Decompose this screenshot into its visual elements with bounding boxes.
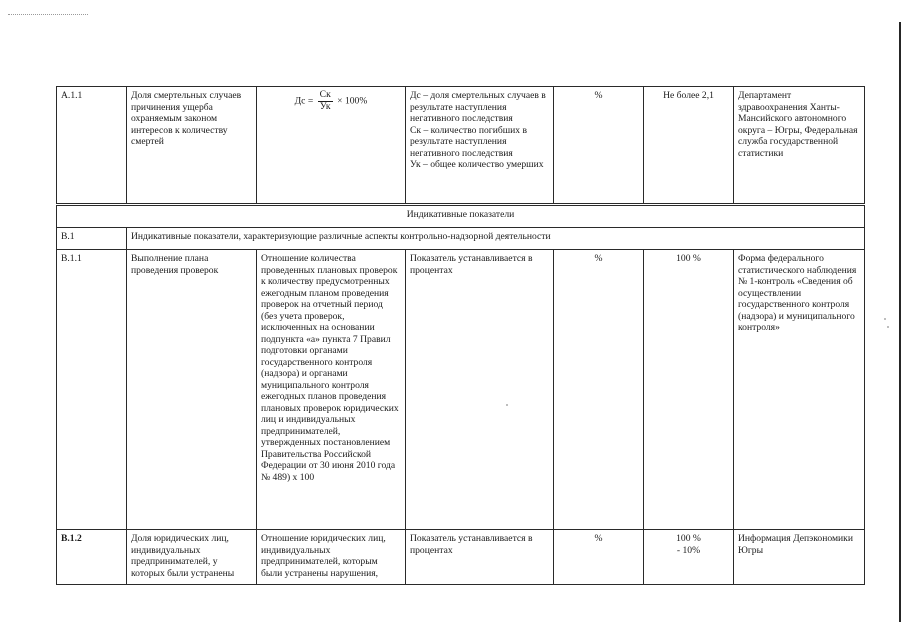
target-value: 100 % bbox=[644, 250, 734, 530]
scan-speck bbox=[887, 326, 889, 328]
row-code: А.1.1 bbox=[57, 87, 127, 205]
formula-denominator: Ук bbox=[319, 100, 331, 112]
scan-edge-line bbox=[899, 22, 901, 622]
indicators-table bbox=[56, 86, 865, 585]
indicator-description: Показатель устанавливается в процентах bbox=[406, 250, 554, 530]
indicator-description: Дс – доля смертельных случаев в результате наступления негативного последствия Ск – количество погибших в результате наступления негативного последствия Ук – общее количество умерших bbox=[406, 87, 554, 205]
formula-lhs: Дс = bbox=[294, 95, 314, 107]
formula-fraction bbox=[318, 90, 333, 112]
target-value: 100 % - 10% bbox=[644, 530, 734, 585]
unit: % bbox=[554, 530, 644, 585]
section-header: Индикативные показатели bbox=[57, 205, 865, 228]
group-title: Индикативные показатели, характеризующие различные аспекты контрольно-надзорной деятельности bbox=[127, 228, 865, 250]
row-code: В.1.2 bbox=[57, 530, 127, 585]
formula bbox=[257, 87, 406, 205]
formula-rhs: × 100% bbox=[337, 95, 368, 107]
indicator-name: Выполнение плана проведения проверок bbox=[127, 250, 257, 530]
scan-artifact bbox=[8, 14, 88, 17]
indicator-name: Доля юридических лиц, индивидуальных предпринимателей, у которых были устранены bbox=[127, 530, 257, 585]
scan-speck bbox=[884, 318, 886, 320]
data-source: Департамент здравоохранения Ханты-Мансийского автономного округа – Югры, Федеральная служба государственной статистики bbox=[734, 87, 865, 205]
indicator-description: Показатель устанавливается в процентах bbox=[406, 530, 554, 585]
section-header-row bbox=[57, 205, 865, 228]
formula-numerator: Ск bbox=[319, 89, 331, 100]
row-code: В.1.1 bbox=[57, 250, 127, 530]
table-row-b12 bbox=[57, 530, 865, 585]
row-code: В.1 bbox=[57, 228, 127, 250]
table-row-b1 bbox=[57, 228, 865, 250]
unit: % bbox=[554, 250, 644, 530]
indicator-name: Доля смертельных случаев причинения ущерба охраняемым законом интересов к количеству смертей bbox=[127, 87, 257, 205]
unit: % bbox=[554, 87, 644, 205]
data-source: Информация Депэкономики Югры bbox=[734, 530, 865, 585]
formula: Отношение юридических лиц, индивидуальных предпринимателей, которым были устранены нарушения, bbox=[257, 530, 406, 585]
table-row-b11 bbox=[57, 250, 865, 530]
target-value: Не более 2,1 bbox=[644, 87, 734, 205]
data-source: Форма федерального статистического наблюдения № 1-контроль «Сведения об осуществлении государственного контроля (надзора) и муниципального контроля» bbox=[734, 250, 865, 530]
formula: Отношение количества проведенных плановых проверок к количеству предусмотренных ежегодным планом проведения проверок на отчетный период (без учета проверок, исключенных на основании подпункта «а» пункта 7 Правил подготовки органами государственного контроля (надзора) и органами муниципального контроля ежегодных планов проведения плановых проверок юридических лиц и индивидуальных предпринимателей, утвержденных постановлением Правительства Российской Федерации от 30 июня 2010 года № 489) х 100 bbox=[257, 250, 406, 530]
table-row-a111 bbox=[57, 87, 865, 205]
